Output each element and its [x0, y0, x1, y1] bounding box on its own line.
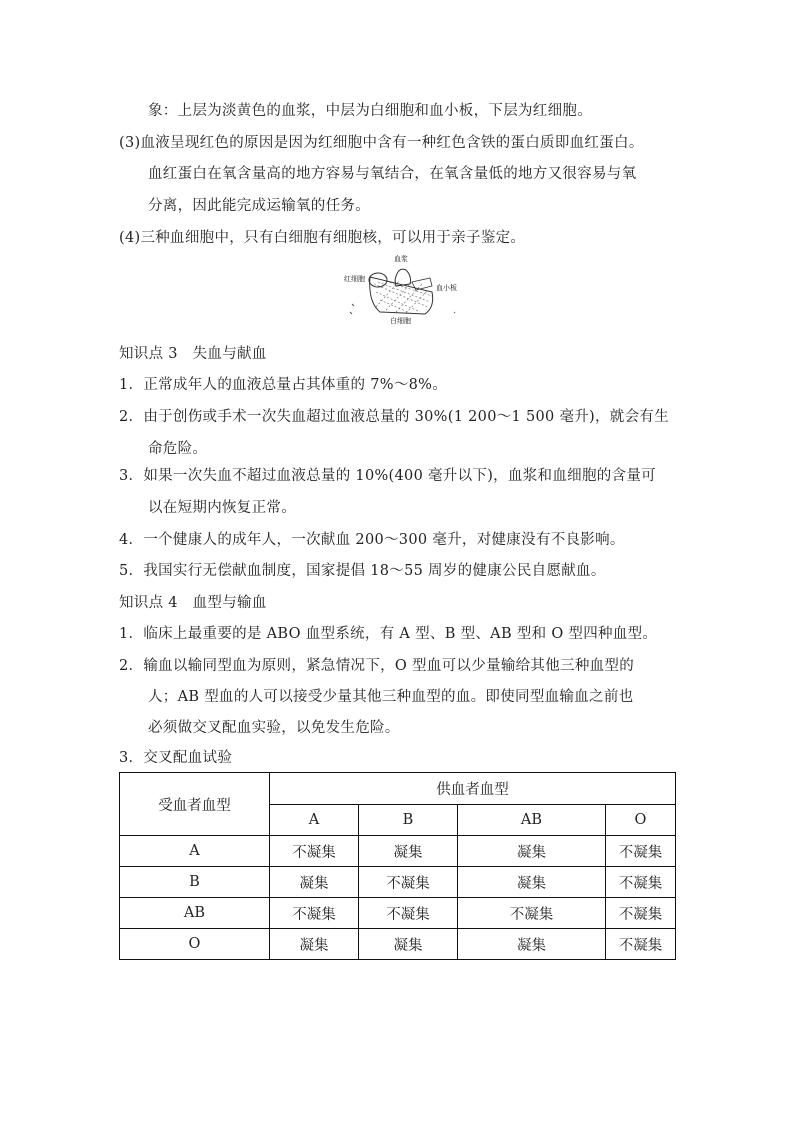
- donor-type-cell: AB: [458, 805, 606, 836]
- result-cell: 不凝集: [359, 867, 458, 898]
- result-cell: 凝集: [359, 929, 458, 960]
- result-cell: 凝集: [458, 929, 606, 960]
- result-cell: 不凝集: [606, 929, 676, 960]
- list-item: 2．由于创伤或手术一次失血超过血液总量的 30%(1 200～1 500 毫升)，就会有生: [119, 409, 670, 425]
- figure-label: 红细胞: [344, 275, 365, 283]
- table-header-row: [120, 773, 676, 805]
- blood-cells-figure: [340, 252, 460, 327]
- result-cell: 凝集: [359, 836, 458, 867]
- table-row: [120, 898, 676, 929]
- list-item-continuation: 命危险。: [148, 441, 208, 457]
- result-cell: 不凝集: [359, 898, 458, 929]
- list-item: 1．临床上最重要的是 ABO 血型系统，有 A 型、B 型、AB 型和 O 型四种血型。: [119, 626, 658, 642]
- figure-label: 白细胞: [390, 317, 411, 325]
- list-item: 4．一个健康人的成年人，一次献血 200～300 毫升，对健康没有不良影响。: [119, 532, 625, 548]
- list-item-continuation: 以在短期内恢复正常。: [148, 500, 296, 516]
- result-cell: 不凝集: [606, 898, 676, 929]
- figure-label: 血浆: [394, 255, 408, 263]
- list-item-continuation: 必须做交叉配血实验，以免发生危险。: [148, 720, 400, 736]
- donor-type-cell: B: [359, 805, 458, 836]
- recipient-type-cell: AB: [120, 898, 270, 929]
- recipient-type-header: 受血者血型: [120, 773, 270, 836]
- recipient-type-cell: A: [120, 836, 270, 867]
- result-cell: 不凝集: [270, 898, 359, 929]
- list-item: 3．如果一次失血不超过血液总量的 10%(400 毫升以下)，血浆和血细胞的含量可: [119, 468, 656, 484]
- list-item: 1．正常成年人的血液总量占其体重的 7%～8%。: [119, 377, 448, 393]
- result-cell: 不凝集: [458, 898, 606, 929]
- result-cell: 不凝集: [606, 836, 676, 867]
- table-row: [120, 929, 676, 960]
- list-item: 3．交叉配血试验: [119, 750, 233, 766]
- recipient-type-cell: B: [120, 867, 270, 898]
- list-item: 2．输血以输同型血为原则，紧急情况下，O 型血可以少量输给其他三种血型的: [119, 658, 635, 674]
- result-cell: 凝集: [458, 867, 606, 898]
- result-cell: 凝集: [270, 867, 359, 898]
- table-row: [120, 867, 676, 898]
- table-row: [120, 836, 676, 867]
- result-cell: 不凝集: [270, 836, 359, 867]
- donor-type-cell: A: [270, 805, 359, 836]
- figure-label: 血小板: [436, 284, 457, 292]
- section-heading: 知识点 4 血型与输血: [119, 595, 267, 611]
- paragraph-line: 血红蛋白在氧含量高的地方容易与氧结合，在氧含量低的地方又很容易与氧: [148, 166, 637, 182]
- paragraph-line: (3)血液呈现红色的原因是因为红细胞中含有一种红色含铁的蛋白质即血红蛋白。: [119, 135, 644, 151]
- list-item-continuation: 人；AB 型血的人可以接受少量其他三种血型的血。即使同型血输血之前也: [148, 689, 634, 705]
- list-item: 5．我国实行无偿献血制度，国家提倡 18～55 周岁的健康公民自愿献血。: [119, 563, 606, 579]
- donor-type-header: 供血者血型: [270, 773, 676, 805]
- section-heading: 知识点 3 失血与献血: [119, 346, 267, 362]
- result-cell: 不凝集: [606, 867, 676, 898]
- result-cell: 凝集: [270, 929, 359, 960]
- result-cell: 凝集: [458, 836, 606, 867]
- paragraph-line: 象：上层为淡黄色的血浆，中层为白细胞和血小板，下层为红细胞。: [148, 103, 592, 119]
- paragraph-line: (4)三种血细胞中，只有白细胞有细胞核，可以用于亲子鉴定。: [119, 230, 526, 246]
- paragraph-line: 分离，因此能完成运输氧的任务。: [148, 198, 370, 214]
- cross-match-table: [119, 772, 676, 960]
- donor-type-cell: O: [606, 805, 676, 836]
- recipient-type-cell: O: [120, 929, 270, 960]
